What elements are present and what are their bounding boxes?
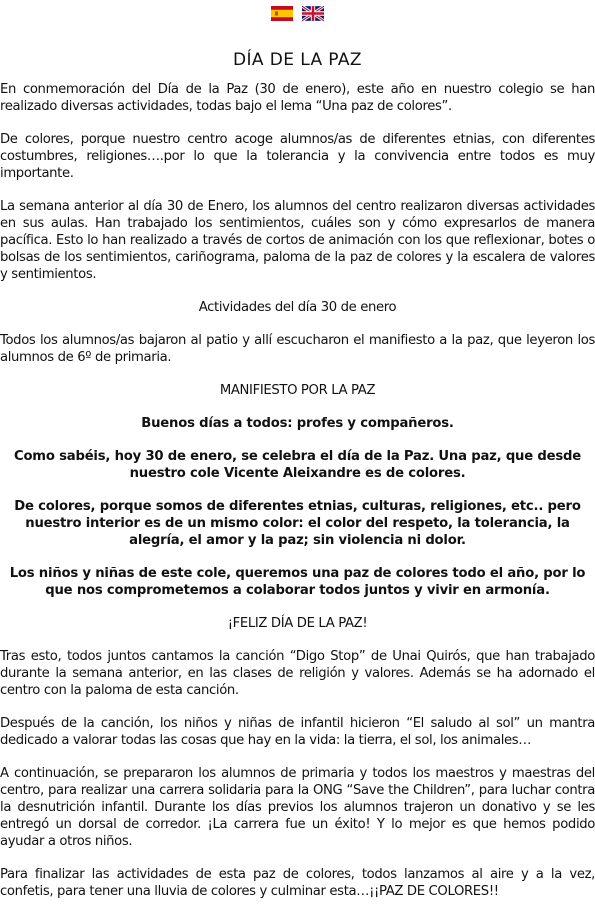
infantil-paragraph: Después de la canción, los niños y niñas de infantil hicieron “El saludo al sol” un mantra dedicado a valorar todas las cosas que hay en la vida: la tierra, el sol, los animales… [0,716,595,748]
finale-paragraph: Para finalizar las actividades de esta paz de colores, todos lanzamos al aire y a la vez, confetis, para tener una lluvia de colores y culminar esta…¡¡PAZ DE COLORES!! [0,867,595,899]
patio-paragraph: Todos los alumnos/as bajaron al patio y allí escucharon el manifiesto a la paz, que leyeron los alumnos de 6º de primaria. [0,333,595,365]
uk-flag-icon[interactable] [302,6,324,21]
manifesto-paragraph-2: De colores, porque somos de diferentes etnias, culturas, religiones, etc.. pero nuestro interior es de un mismo color: el color del respeto, la tolerancia, la alegría, el amor y la paz; sin violencia ni dolor. [14,499,581,548]
language-switcher [0,6,595,21]
race-paragraph: A continuación, se prepararon los alumnos de primaria y todos los maestros y maestras del centro, para realizar una carrera solidaria para la ONG “Save the Children”, para luchar contra la desnutrición infantil. Durante los días previos los alumnos trajeron un donativo y se les entregó un dorsal de corredor. ¡La carrera fue un éxito! Y lo mejor es que hemos podido ayudar a otros niños. [0,766,595,849]
manifesto-paragraph-3: Los niños y niñas de este cole, queremos una paz de colores todo el año, por lo que nos comprometemos a colaborar todos juntos y vivir en armonía. [9,566,586,598]
intro-paragraph: En conmemoración del Día de la Paz (30 de enero), este año en nuestro colegio se han realizado diversas actividades, todas bajo el lema “Una paz de colores”. [0,82,595,114]
activities-heading: Actividades del día 30 de enero [198,300,397,315]
colors-paragraph: De colores, porque nuestro centro acoge alumnos/as de diferentes etnias, con diferentes costumbres, religiones….por lo que la tolerancia y la convivencia entre todos es muy importante. [0,132,595,181]
manifesto-greeting: Buenos días a todos: profes y compañeros. [141,416,454,431]
manifesto-paragraph-1: Como sabéis, hoy 30 de enero, se celebra el día de la Paz. Una paz, que desde nuestro cole Vicente Aleixandre es de colores. [13,449,582,481]
week-before-paragraph: La semana anterior al día 30 de Enero, los alumnos del centro realizaron diversas actividades en sus aulas. Han trabajado los sentimientos, cuáles son y cómo expresarlos de manera pacífica. Esto lo han realizado a través de cortos de animación con los que reflexionar, botes o bolsas de los sentimientos, cariñograma, paloma de la paz de colores y la escalera de valores y sentimientos. [0,199,595,282]
es-flag-icon[interactable] [271,6,293,21]
manifesto-closing: ¡FELIZ DÍA DE LA PAZ! [227,616,368,631]
song-paragraph: Tras esto, todos juntos cantamos la canción “Digo Stop” de Unai Quirós, que han trabajado durante la semana anterior, en las clases de religión y valores. Además se ha adornado el centro con la paloma de esta canción. [0,649,595,698]
page-title: DÍA DE LA PAZ [233,50,362,70]
manifesto-heading: MANIFIESTO POR LA PAZ [219,383,376,398]
article [0,50,595,916]
